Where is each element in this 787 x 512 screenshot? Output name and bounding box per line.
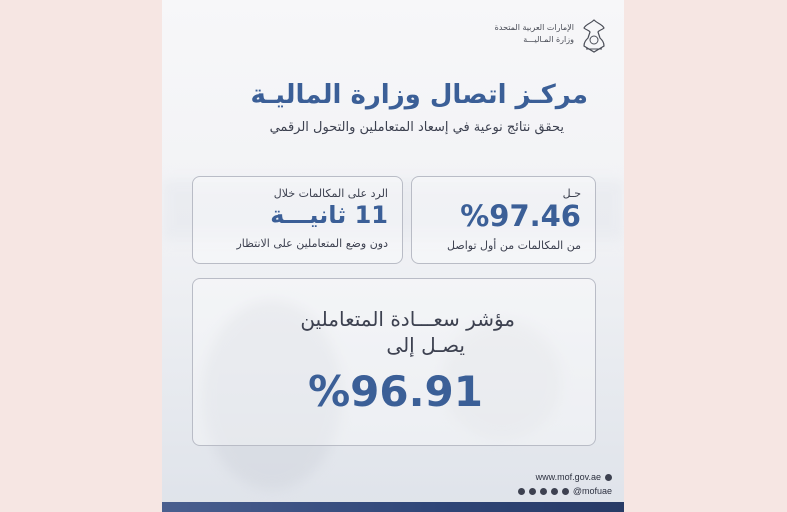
social-handle[interactable]: @mofuae	[572, 486, 612, 496]
facebook-icon[interactable]	[518, 488, 525, 495]
org-name	[414, 22, 574, 46]
youtube-icon[interactable]	[551, 488, 558, 495]
bottom-accent-bar	[162, 502, 624, 512]
linkedin-icon[interactable]	[562, 488, 569, 495]
twitter-icon[interactable]	[529, 488, 536, 495]
ministry-logo	[408, 18, 608, 58]
stat-response-top: الرد على المكالمات خلال	[273, 187, 388, 200]
org-name-line1: الإمارات العربية المتحدة	[494, 23, 574, 32]
stat-satisfaction-line2: يصـل إلى	[386, 333, 465, 357]
instagram-icon[interactable]	[540, 488, 547, 495]
stat-resolution-top: حـل	[562, 187, 581, 200]
headline: مركـز اتصال وزارة الماليـة	[250, 80, 588, 110]
stat-response-bottom: دون وضع المتعاملين على الانتظار	[236, 237, 388, 250]
stat-resolution-bottom: من المكالمات من أول تواصل	[447, 239, 581, 252]
stat-satisfaction-value: %96.91	[308, 367, 483, 416]
uae-emblem-icon	[580, 18, 608, 54]
footer-contacts	[518, 470, 612, 498]
stat-card-resolution	[411, 176, 596, 264]
stat-card-response	[192, 176, 403, 264]
stat-card-satisfaction	[192, 278, 596, 446]
website-row[interactable]	[518, 470, 612, 484]
globe-icon	[605, 474, 612, 481]
stat-resolution-value: %97.46	[460, 199, 581, 233]
subheadline: يحقق نتائج نوعية في إسعاد المتعاملين والتحول الرقمي	[269, 120, 564, 135]
org-name-line2: وزارة المـاليـــة	[523, 35, 574, 44]
stat-response-value: 11 ثانيـــة	[270, 201, 388, 229]
website-link[interactable]: www.mof.gov.ae	[535, 472, 601, 482]
infographic-poster	[162, 0, 624, 512]
stat-satisfaction-line1: مؤشر سعـــادة المتعاملين	[300, 307, 515, 331]
social-row[interactable]	[518, 484, 612, 498]
